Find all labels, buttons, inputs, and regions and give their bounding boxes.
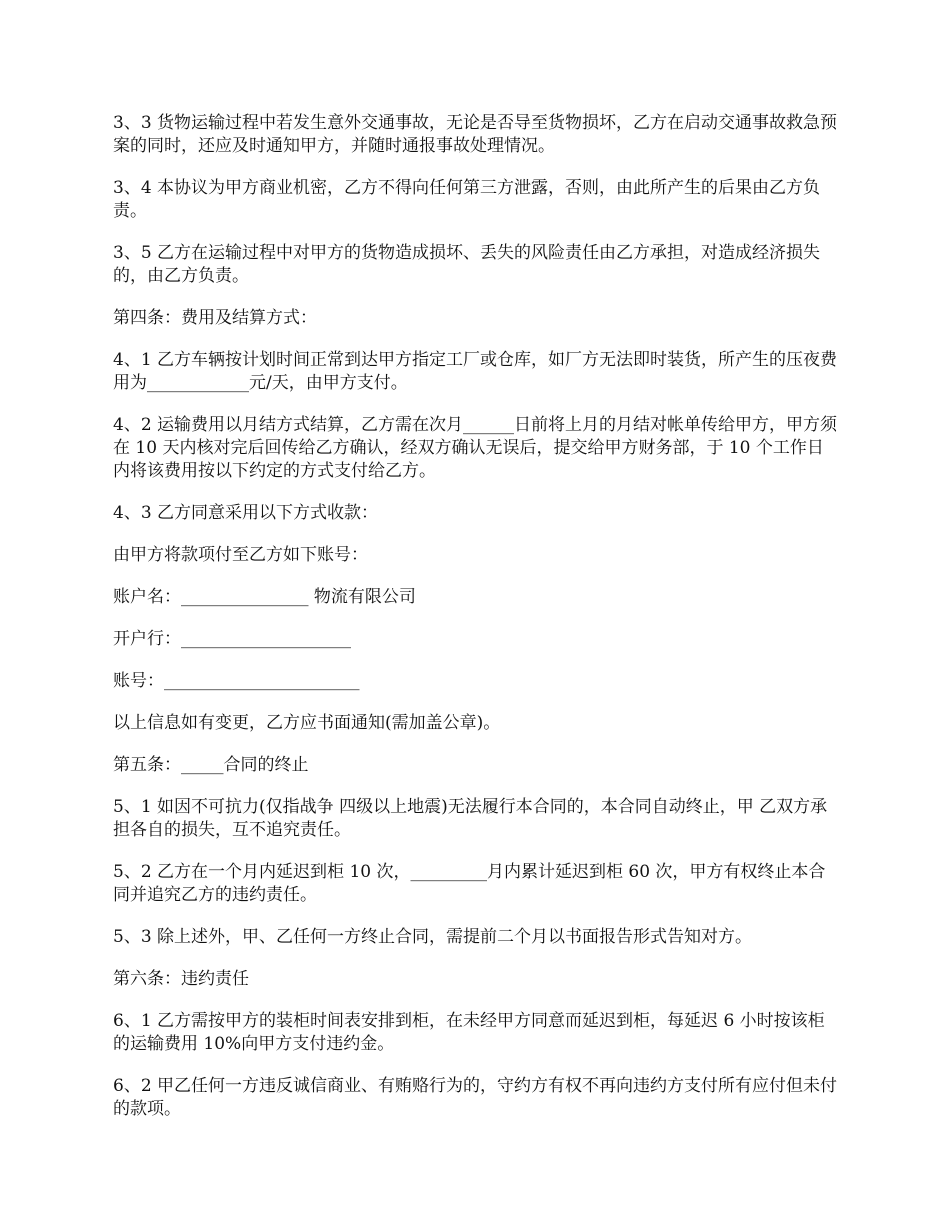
clause-4-1: 4、1 乙方车辆按计划时间正常到达甲方指定工厂或仓库，如厂方无法即时装货，所产生的压夜费用为____________元/天，由甲方支付。 bbox=[113, 350, 838, 393]
clause-3-3: 3、3 货物运输过程中若发生意外交通事故，无论是否导至货物损坏，乙方在启动交通事故救急预案的同时，还应及时通知甲方，并随时通报事故处理情况。 bbox=[113, 113, 838, 156]
document-body bbox=[113, 112, 840, 1140]
account-name-line: 账户名：_______________ 物流有限公司 bbox=[113, 587, 416, 607]
clause-5-2: 5、2 乙方在一个月内延迟到柜 10 次，_________月内累计延迟到柜 60 次，甲方有权终止本合同并追究乙方的违约责任。 bbox=[113, 862, 826, 905]
change-notice: 以上信息如有变更，乙方应书面通知(需加盖公章)。 bbox=[113, 713, 501, 733]
clause-5-1: 5、1 如因不可抗力(仅指战争 四级以上地震)无法履行本合同的，本合同自动终止，甲 乙双方承担各自的损失，互不追究责任。 bbox=[113, 797, 828, 840]
account-number-line: 账号：_______________________ bbox=[113, 671, 360, 691]
article-4-heading: 第四条：费用及结算方式： bbox=[113, 308, 317, 328]
article-6-heading: 第六条：违约责任 bbox=[113, 969, 249, 989]
clause-6-1: 6、1 乙方需按甲方的装柜时间表安排到柜，在未经甲方同意而延迟到柜，每延迟 6 小时按该柜的运输费用 10%向甲方支付违约金。 bbox=[113, 1011, 825, 1054]
payment-account-intro: 由甲方将款项付至乙方如下账号： bbox=[113, 545, 368, 565]
clause-6-2: 6、2 甲乙任何一方违反诚信商业、有贿赂行为的，守约方有权不再向违约方支付所有应付但未付的款项。 bbox=[113, 1076, 838, 1119]
bank-line: 开户行：____________________ bbox=[113, 629, 351, 649]
clause-4-3: 4、3 乙方同意采用以下方式收款： bbox=[113, 503, 379, 523]
article-5-heading: 第五条：_____合同的终止 bbox=[113, 755, 309, 775]
clause-5-3: 5、3 除上述外，甲、乙任何一方终止合同，需提前二个月以书面报告形式告知对方。 bbox=[113, 927, 753, 947]
clause-3-5: 3、5 乙方在运输过程中对甲方的货物造成损坏、丢失的风险责任由乙方承担，对造成经济损失的，由乙方负责。 bbox=[113, 243, 821, 286]
clause-4-2: 4、2 运输费用以月结方式结算，乙方需在次月______日前将上月的月结对帐单传给甲方，甲方须在 10 天内核对完后回传给乙方确认，经双方确认无误后，提交给甲方财务部，于 10 个工作日内将该费用按以下约定的方式支付给乙方。 bbox=[113, 415, 838, 481]
clause-3-4: 3、4 本协议为甲方商业机密，乙方不得向任何第三方泄露，否则，由此所产生的后果由乙方负责。 bbox=[113, 178, 821, 221]
